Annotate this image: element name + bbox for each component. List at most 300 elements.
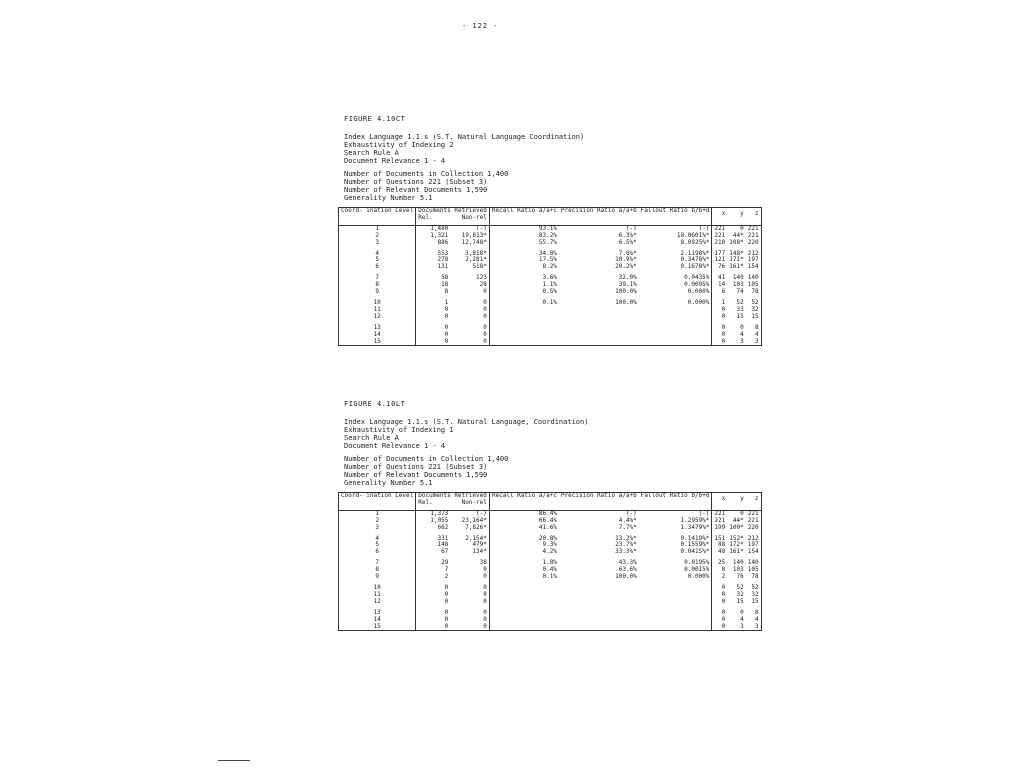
cell-z: 52 <box>751 298 759 306</box>
cell-coordination-level: 14 <box>339 332 416 339</box>
cell-coordination-level: 12 <box>339 314 416 321</box>
cell-y: 161* <box>729 548 744 556</box>
cell-x: 6 <box>721 288 726 296</box>
cell-nonrel: 0 <box>450 617 489 624</box>
table-row <box>339 307 762 314</box>
cell-y: 103 <box>732 281 744 289</box>
meta-number-of-questions: Number of Questions 221 (Subset 3) <box>344 178 488 186</box>
cell-rel: 0 <box>444 597 449 605</box>
cell-nonrel: 0 <box>450 567 489 574</box>
cell-recall <box>489 599 559 606</box>
cell-coordination-level: 6 <box>339 264 416 271</box>
cell-z: 221 <box>747 516 759 524</box>
cell-precision <box>559 606 639 617</box>
footnote-rule <box>218 760 250 761</box>
cell-z: 220 <box>747 238 759 246</box>
cell-nonrel: 0 <box>450 307 489 314</box>
cell-rel: 2 <box>444 573 449 581</box>
cell-nonrel: 0 <box>450 339 489 346</box>
cell-x: 2 <box>721 573 726 581</box>
cell-recall: 83.2% <box>538 231 557 239</box>
table-row <box>339 617 762 624</box>
cell-precision: 23.7%* <box>615 541 637 549</box>
cell-y: 4 <box>740 330 744 338</box>
cell-x: 48 <box>718 548 726 556</box>
cell-rel: 1 <box>444 298 449 306</box>
header-coordination-level: Coord- ination Level <box>339 493 416 511</box>
cell-recall <box>489 321 559 332</box>
cell-z: 221 <box>747 224 759 232</box>
meta-generality-number: Generality Number 5.1 <box>344 194 433 202</box>
cell-z: 3 <box>754 337 759 345</box>
cell-x: 210 <box>714 238 726 246</box>
cell-y: 44* <box>732 231 744 239</box>
cell-rel: 0 <box>444 337 449 345</box>
cell-rel: 278 <box>437 256 449 264</box>
cell-x: 0 <box>721 312 726 320</box>
cell-precision <box>559 314 639 321</box>
cell-y: 0 <box>740 509 744 517</box>
cell-fallout <box>639 321 712 332</box>
cell-coordination-level: 14 <box>339 617 416 624</box>
cell-coordination-level: 10 <box>339 581 416 592</box>
cell-y: 100* <box>729 523 744 531</box>
cell-fallout <box>639 332 712 339</box>
cell-fallout <box>639 581 712 592</box>
cell-precision <box>559 624 639 631</box>
cell-recall: 1.1% <box>542 281 557 289</box>
cell-y: 74 <box>736 288 744 296</box>
cell-precision: 39.1% <box>618 281 637 289</box>
cell-fallout <box>639 606 712 617</box>
meta-document-relevance: Document Relevance 1 - 4 <box>344 442 446 450</box>
cell-precision: (-) <box>625 509 637 517</box>
cell-recall: 0.5% <box>542 288 557 296</box>
header-precision: Precision Ratio a/a+b <box>560 207 637 214</box>
cell-nonrel: (-) <box>450 225 489 232</box>
cell-fallout: 0.000% <box>639 296 712 307</box>
cell-recall: 0.1% <box>542 298 557 306</box>
cell-rel: 1,373 <box>430 509 449 517</box>
table-row <box>339 339 762 346</box>
cell-x: 221 <box>714 231 726 239</box>
cell-rel: 0 <box>444 615 449 623</box>
cell-x: 221 <box>714 509 726 517</box>
cell-nonrel: 0 <box>450 296 489 307</box>
meta-exhaustivity: Exhaustivity of Indexing 2 <box>344 141 454 149</box>
header-z: z <box>754 495 759 503</box>
table-row <box>339 574 762 581</box>
cell-x: 221 <box>714 516 726 524</box>
cell-rel: 58 <box>441 274 449 282</box>
cell-z: 8 <box>754 608 759 616</box>
cell-fallout: 0.0095% <box>639 282 712 289</box>
cell-fallout: 18.0601%* <box>639 233 712 240</box>
cell-fallout: 0.3478%* <box>639 257 712 264</box>
cell-nonrel: 0 <box>450 332 489 339</box>
cell-x: 0 <box>721 330 726 338</box>
cell-precision: 100.0% <box>615 298 637 306</box>
header-y: y <box>740 210 744 218</box>
cell-recall <box>489 332 559 339</box>
header-fallout: Fallout Ratio b/b+d <box>639 208 712 226</box>
cell-z: 154 <box>747 548 759 556</box>
cell-fallout: (-) <box>639 510 712 517</box>
table-row <box>339 264 762 271</box>
cell-nonrel: 0 <box>450 606 489 617</box>
cell-recall <box>489 314 559 321</box>
cell-nonrel: 2,154* <box>450 532 489 543</box>
cell-fallout: (-) <box>639 225 712 232</box>
cell-recall <box>489 307 559 314</box>
cell-fallout: 0.0015% <box>639 567 712 574</box>
cell-fallout: 0.1559%* <box>639 542 712 549</box>
cell-y: 15 <box>736 312 744 320</box>
cell-x: 151 <box>714 534 726 542</box>
cell-y: 32 <box>736 590 744 598</box>
results-table <box>338 492 762 631</box>
cell-coordination-level: 11 <box>339 592 416 599</box>
cell-coordination-level: 2 <box>339 233 416 240</box>
cell-recall: 34.8% <box>538 249 557 257</box>
cell-rel: 131 <box>437 263 449 271</box>
cell-z: 140 <box>747 559 759 567</box>
meta-document-relevance: Document Relevance 1 - 4 <box>344 157 446 165</box>
cell-rel: 553 <box>437 249 449 257</box>
cell-nonrel: 0 <box>450 574 489 581</box>
cell-precision: 7.6%* <box>618 249 637 257</box>
results-table-body <box>339 510 762 631</box>
cell-precision <box>559 307 639 314</box>
cell-fallout: 8.0925%* <box>639 240 712 247</box>
cell-coordination-level: 10 <box>339 296 416 307</box>
header-z: z <box>754 210 759 218</box>
cell-coordination-level: 15 <box>339 624 416 631</box>
cell-rel: 1,055 <box>430 516 449 524</box>
cell-recall: 17.5% <box>538 256 557 264</box>
header-documents-retrieved <box>416 208 490 226</box>
cell-precision <box>559 332 639 339</box>
cell-recall: 0.1% <box>542 573 557 581</box>
cell-rel: 886 <box>437 238 449 246</box>
table-row <box>339 549 762 556</box>
meta-relevant-documents: Number of Relevant Documents 1,590 <box>344 186 488 194</box>
cell-x: 1 <box>721 298 726 306</box>
cell-z: 105 <box>747 566 759 574</box>
cell-nonrel: 12,748* <box>450 240 489 247</box>
cell-recall: 0.4% <box>542 566 557 574</box>
cell-recall: 20.8% <box>538 534 557 542</box>
cell-fallout: 0.0415%* <box>639 549 712 556</box>
header-x: x <box>721 495 726 503</box>
cell-coordination-level: 13 <box>339 606 416 617</box>
cell-recall: 55.7% <box>538 238 557 246</box>
header-nonrel: Non-rel <box>461 213 487 221</box>
cell-y: 140 <box>732 274 744 282</box>
cell-rel: 0 <box>444 305 449 313</box>
cell-x: 199 <box>714 523 726 531</box>
cell-y: 152* <box>729 534 744 542</box>
cell-precision: 43.3% <box>618 559 637 567</box>
cell-x: 221 <box>714 224 726 232</box>
cell-y: 3 <box>740 337 744 345</box>
cell-coordination-level: 1 <box>339 225 416 232</box>
cell-y: 172* <box>729 541 744 549</box>
cell-precision: 100.0% <box>615 573 637 581</box>
cell-z: 221 <box>747 231 759 239</box>
cell-z: 197 <box>747 256 759 264</box>
cell-fallout <box>639 617 712 624</box>
cell-coordination-level: 3 <box>339 240 416 247</box>
cell-nonrel: (-) <box>450 510 489 517</box>
cell-fallout <box>639 314 712 321</box>
results-table-body <box>339 225 762 346</box>
results-table <box>338 207 762 346</box>
cell-rel: 29 <box>441 559 449 567</box>
cell-coordination-level: 9 <box>339 574 416 581</box>
cell-precision: 10.9%* <box>615 256 637 264</box>
cell-y: 108* <box>729 238 744 246</box>
header-rel: Rel. <box>418 498 433 506</box>
cell-y: 171* <box>729 256 744 264</box>
cell-fallout: 0.1419%* <box>639 532 712 543</box>
cell-precision: 20.2%* <box>615 263 637 271</box>
cell-nonrel: 479* <box>450 542 489 549</box>
cell-rel: 0 <box>444 622 449 630</box>
cell-coordination-level: 13 <box>339 321 416 332</box>
cell-y: 44* <box>732 516 744 524</box>
cell-coordination-level: 4 <box>339 532 416 543</box>
cell-nonrel: 19,813* <box>450 233 489 240</box>
cell-fallout: 0.0195% <box>639 556 712 567</box>
cell-y: 15 <box>736 597 744 605</box>
header-rel: Rel. <box>418 213 433 221</box>
cell-y: 148* <box>729 249 744 257</box>
cell-nonrel: 23,164* <box>450 518 489 525</box>
cell-rel: 0 <box>444 590 449 598</box>
cell-z: 212 <box>747 534 759 542</box>
cell-nonrel: 2,281* <box>450 257 489 264</box>
cell-rel: 1,480 <box>430 224 449 232</box>
meta-search-rule: Search Rule A <box>344 149 399 157</box>
cell-recall: 66.4% <box>538 516 557 524</box>
cell-rel: 148 <box>437 541 449 549</box>
figure-block-1 <box>338 115 759 346</box>
table-row <box>339 332 762 339</box>
cell-recall <box>489 339 559 346</box>
cell-recall: 4.2% <box>542 548 557 556</box>
page-number: - 122 - <box>462 22 499 30</box>
cell-y: 52 <box>736 298 744 306</box>
cell-z: 220 <box>747 523 759 531</box>
cell-z: 32 <box>751 305 759 313</box>
cell-recall: 86.4% <box>538 509 557 517</box>
cell-nonrel: 3,818* <box>450 247 489 258</box>
cell-precision <box>559 321 639 332</box>
cell-fallout <box>639 599 712 606</box>
cell-y: 140 <box>732 559 744 567</box>
cell-fallout <box>639 339 712 346</box>
table-row <box>339 296 762 307</box>
table-row <box>339 624 762 631</box>
cell-y: 0 <box>740 608 744 616</box>
cell-x: 41 <box>718 274 726 282</box>
cell-x: 0 <box>721 323 726 331</box>
cell-y: 0 <box>740 323 744 331</box>
cell-precision <box>559 339 639 346</box>
figure-metadata <box>344 133 678 202</box>
cell-precision <box>559 599 639 606</box>
cell-fallout: 1.2959%* <box>639 518 712 525</box>
cell-rel: 0 <box>444 608 449 616</box>
cell-precision: 6.5%* <box>618 238 637 246</box>
cell-recall: 41.6% <box>538 523 557 531</box>
cell-fallout <box>639 592 712 599</box>
cell-recall: 1.8% <box>542 559 557 567</box>
cell-coordination-level: 15 <box>339 339 416 346</box>
cell-rel: 0 <box>444 312 449 320</box>
cell-z: 4 <box>754 615 759 623</box>
cell-fallout: 0.1678%* <box>639 264 712 271</box>
cell-z: 52 <box>751 583 759 591</box>
cell-coordination-level: 1 <box>339 510 416 517</box>
cell-x: 8 <box>721 566 726 574</box>
cell-x: 0 <box>721 583 726 591</box>
cell-coordination-level: 7 <box>339 556 416 567</box>
figure-title: FIGURE 4.10CT <box>344 115 406 123</box>
header-nonrel: Non-rel <box>461 498 487 506</box>
cell-precision: 63.6% <box>618 566 637 574</box>
meta-search-rule: Search Rule A <box>344 434 399 442</box>
cell-y: 161* <box>729 263 744 271</box>
cell-precision <box>559 592 639 599</box>
cell-z: 221 <box>747 509 759 517</box>
cell-x: 14 <box>718 281 726 289</box>
meta-number-of-documents: Number of Documents in Collection 1,400 <box>344 455 509 463</box>
cell-recall <box>489 581 559 592</box>
table-row <box>339 289 762 296</box>
cell-recall <box>489 624 559 631</box>
cell-fallout: 0.000% <box>639 574 712 581</box>
meta-index-language: Index Language 1.1.s (S.T. Natural Language Coordination) <box>344 133 585 141</box>
cell-x: 0 <box>721 305 726 313</box>
header-y: y <box>740 495 744 503</box>
cell-coordination-level: 4 <box>339 247 416 258</box>
cell-precision: 33.3%* <box>615 548 637 556</box>
cell-recall: 93.1% <box>538 224 557 232</box>
cell-coordination-level: 2 <box>339 518 416 525</box>
cell-x: 76 <box>718 263 726 271</box>
cell-recall: 8.2% <box>542 263 557 271</box>
cell-y: 3 <box>740 622 744 630</box>
cell-precision: 32.0% <box>618 274 637 282</box>
cell-coordination-level: 8 <box>339 567 416 574</box>
cell-coordination-level: 5 <box>339 542 416 549</box>
cell-precision: 7.7%* <box>618 523 637 531</box>
meta-relevant-documents: Number of Relevant Documents 1,590 <box>344 471 488 479</box>
cell-z: 197 <box>747 541 759 549</box>
cell-z: 154 <box>747 263 759 271</box>
cell-y: 76 <box>736 573 744 581</box>
cell-rel: 662 <box>437 523 449 531</box>
table-row <box>339 606 762 617</box>
cell-nonrel: 0 <box>450 624 489 631</box>
cell-recall <box>489 592 559 599</box>
table-row <box>339 599 762 606</box>
cell-x: 0 <box>721 597 726 605</box>
cell-y: 0 <box>740 224 744 232</box>
table-row <box>339 321 762 332</box>
header-documents-label: Documents Retrieved <box>418 207 487 214</box>
cell-z: 8 <box>754 323 759 331</box>
cell-x: 0 <box>721 615 726 623</box>
table-row <box>339 592 762 599</box>
header-fallout: Fallout Ratio b/b+d <box>639 493 712 511</box>
table-row <box>339 314 762 321</box>
cell-x: 25 <box>718 559 726 567</box>
cell-precision: 6.3%* <box>618 231 637 239</box>
cell-fallout: 0.0435% <box>639 271 712 282</box>
meta-number-of-documents: Number of Documents in Collection 1,400 <box>344 170 509 178</box>
cell-z: 15 <box>751 597 759 605</box>
cell-nonrel: 0 <box>450 321 489 332</box>
cell-precision: 4.4%* <box>618 516 637 524</box>
cell-fallout: 0.000% <box>639 289 712 296</box>
cell-nonrel: 0 <box>450 289 489 296</box>
cell-rel: 7 <box>444 566 449 574</box>
cell-nonrel: 0 <box>450 581 489 592</box>
cell-z: 4 <box>754 330 759 338</box>
header-recall: Recall Ratio a/a+c <box>491 207 557 214</box>
cell-z: 32 <box>751 590 759 598</box>
cell-rel: 0 <box>444 330 449 338</box>
cell-coordination-level: 12 <box>339 599 416 606</box>
cell-rel: 18 <box>441 281 449 289</box>
cell-coordination-level: 11 <box>339 307 416 314</box>
header-documents-retrieved <box>416 493 490 511</box>
figure-metadata <box>344 418 678 487</box>
cell-coordination-level: 5 <box>339 257 416 264</box>
cell-x: 0 <box>721 622 726 630</box>
cell-rel: 67 <box>441 548 449 556</box>
cell-z: 105 <box>747 281 759 289</box>
table-row <box>339 240 762 247</box>
cell-rel: 0 <box>444 323 449 331</box>
cell-precision: (-) <box>625 224 637 232</box>
cell-nonrel: 28 <box>450 282 489 289</box>
header-precision: Precision Ratio a/a+b <box>560 492 637 499</box>
meta-number-of-questions: Number of Questions 221 (Subset 3) <box>344 463 488 471</box>
figure-block-2 <box>338 400 759 631</box>
meta-index-language: Index Language 1.1.s (S.T. Natural Language, Coordination) <box>344 418 589 426</box>
cell-z: 78 <box>751 573 759 581</box>
table-row <box>339 581 762 592</box>
cell-x: 121 <box>714 256 726 264</box>
table-row <box>339 525 762 532</box>
cell-recall <box>489 617 559 624</box>
cell-nonrel: 0 <box>450 314 489 321</box>
cell-precision <box>559 617 639 624</box>
cell-rel: 0 <box>444 583 449 591</box>
header-documents-label: Documents Retrieved <box>418 492 487 499</box>
cell-z: 78 <box>751 288 759 296</box>
cell-z: 3 <box>754 622 759 630</box>
header-x: x <box>721 210 726 218</box>
cell-rel: 1,321 <box>430 231 449 239</box>
meta-generality-number: Generality Number 5.1 <box>344 479 433 487</box>
cell-recall: 9.3% <box>542 541 557 549</box>
cell-x: 177 <box>714 249 726 257</box>
